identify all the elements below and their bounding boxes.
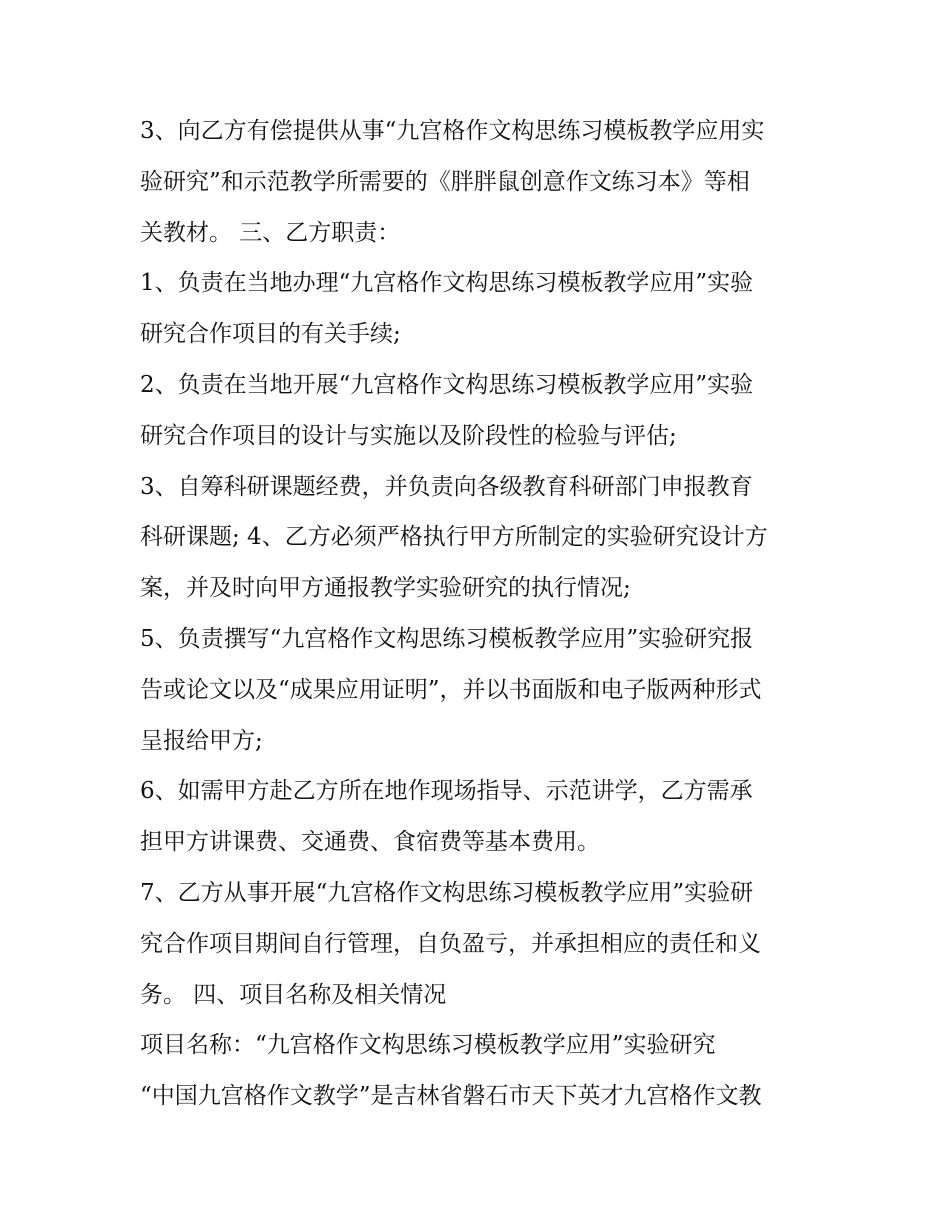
text-line: 验研究”和示范教学所需要的《胖胖鼠创意作文练习本》等相 [140,168,750,195]
text-line: 2、负责在当地开展“九宫格作文构思练习模板教学应用”实验 [140,371,754,398]
document-body [140,106,830,1122]
text-line: 5、负责撰写“九宫格作文构思练习模板教学应用”实验研究报 [140,625,754,652]
text-line: 呈报给甲方; [140,727,263,754]
text-line: 3、自筹科研课题经费，并负责向各级教育科研部门申报教育 [140,473,753,500]
text-line: 究合作项目期间自行管理，自负盈亏，并承担相应的责任和义 [140,930,761,957]
text-line: 研究合作项目的有关手续; [140,321,401,348]
text-line: 告或论文以及“成果应用证明”，并以书面版和电子版两种形式 [140,676,762,703]
text-line: 7、乙方从事开展“九宫格作文构思练习模板教学应用”实验研 [140,879,754,906]
text-line: 案，并及时向甲方通报教学实验研究的执行情况; [140,575,631,602]
text-line: “中国九宫格作文教学”是吉林省磐石市天下英才九宫格作文教 [140,1083,762,1110]
text-line: 1、负责在当地办理“九宫格作文构思练习模板教学应用”实验 [140,270,754,297]
text-line: 研究合作项目的设计与实施以及阶段性的检验与评估; [140,422,677,449]
text-line: 3、向乙方有偿提供从事“九宫格作文构思练习模板教学应用实 [140,118,765,144]
text-line: 科研课题; 4、乙方必须严格执行甲方所制定的实验研究设计方 [140,524,768,551]
text-line: 关教材。 三、乙方职责： [140,219,401,246]
text-line: 6、如需甲方赴乙方所在地作现场指导、示范讲学，乙方需承 [140,778,753,805]
text-line: 务。 四、项目名称及相关情况 [140,981,447,1008]
text-line: 项目名称：“九宫格作文构思练习模板教学应用”实验研究 [140,1032,716,1059]
text-line: 担甲方讲课费、交通费、食宿费等基本费用。 [140,829,600,856]
